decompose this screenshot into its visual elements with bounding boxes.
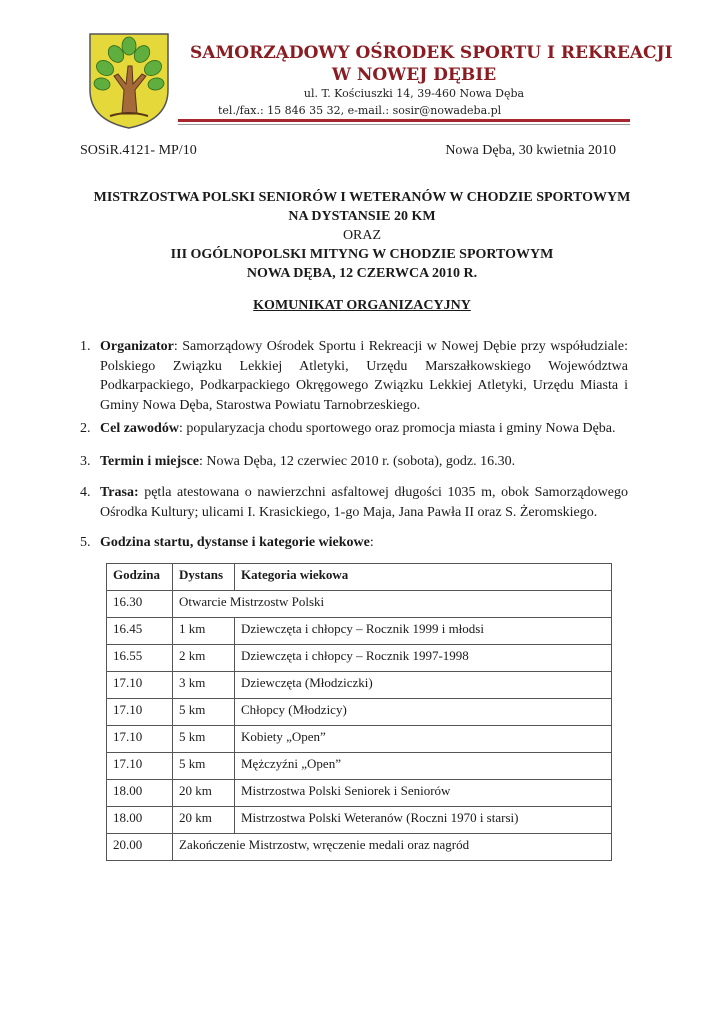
header-divider-red [178,119,630,122]
table-header-row [107,564,612,591]
cell-category: Mistrzostwa Polski Weteranów (Roczni 1970 i starsi) [235,807,612,834]
cell-distance: 1 km [173,618,235,645]
table-row [107,699,612,726]
organization-name [190,42,673,86]
table-row [107,618,612,645]
item-number: 5. [80,535,91,550]
header-distance: Dystans [173,564,235,591]
item-label: Organizator [100,339,174,354]
cell-time: 17.10 [107,753,173,780]
header-time: Godzina [107,564,173,591]
document-title [80,188,644,283]
org-name-line2: W NOWEJ DĘBIE [331,65,497,85]
cell-distance: 20 km [173,780,235,807]
table-row [107,834,612,861]
cell-category: Dziewczęta i chłopcy – Rocznik 1999 i młodsi [235,618,612,645]
cell-category: Kobiety „Open” [235,726,612,753]
item-label: Cel zawodów [100,421,179,436]
cell-event: Zakończenie Mistrzostw, wręczenie medali oraz nagród [173,834,612,861]
org-address: ul. T. Kościuszki 14, 39-460 Nowa Dęba [303,87,525,100]
header-divider-grey [178,124,630,125]
item-label: Godzina startu, dystanse i kategorie wiekowe [100,535,370,550]
cell-time: 16.55 [107,645,173,672]
org-name-line1: SAMORZĄDOWY OŚRODEK SPORTU I REKREACJI [190,43,673,63]
item-text: : popularyzacja chodu sportowego oraz promocja miasta i gminy Nowa Dęba. [178,421,616,436]
cell-category: Dziewczęta i chłopcy – Rocznik 1997-1998 [235,645,612,672]
list-item-organizer [80,337,628,415]
cell-distance: 5 km [173,753,235,780]
cell-distance: 20 km [173,807,235,834]
cell-time: 16.30 [107,591,173,618]
cell-category: Chłopcy (Młodzicy) [235,699,612,726]
table-row [107,645,612,672]
cell-category: Mężczyźni „Open” [235,753,612,780]
item-number: 2. [80,421,91,436]
item-text: : Samorządowy Ośrodek Sportu i Rekreacji w Nowej Dębie przy współudziale: Polskiego Związku Lekkiej Atletyki, Urzędu Marszałkowskiego Województwa Podkarpackiego, Podkarpackiego Okręgowego Związku Lekkiej Atletyki, Urzędu Miasta i Gminy Nowa Dęba, Starostwa Powiatu Tarnobrzeskiego. [100,339,628,413]
reference-number: SOSiR.4121- MP/10 [80,143,197,158]
table-row [107,591,612,618]
cell-time: 16.45 [107,618,173,645]
cell-distance: 2 km [173,645,235,672]
schedule-table [106,563,612,861]
cell-time: 17.10 [107,672,173,699]
cell-distance: 3 km [173,672,235,699]
title-line1: MISTRZOSTWA POLSKI SENIORÓW I WETERANÓW W CHODZIE SPORTOWYM [93,190,631,205]
header-category: Kategoria wiekowa [235,564,612,591]
table-row [107,807,612,834]
item-text: : Nowa Dęba, 12 czerwiec 2010 r. (sobota), godz. 16.30. [199,454,516,469]
cell-distance: 5 km [173,699,235,726]
table-row [107,672,612,699]
table-row [107,753,612,780]
table-row [107,780,612,807]
cell-distance: 5 km [173,726,235,753]
title-line3: ORAZ [342,228,382,243]
cell-event: Otwarcie Mistrzostw Polski [173,591,612,618]
list-item-goal [80,419,628,439]
tree-coat-of-arms-icon [88,32,170,130]
cell-category: Dziewczęta (Młodziczki) [235,672,612,699]
cell-time: 20.00 [107,834,173,861]
org-contact: tel./fax.: 15 846 35 32, e-mail.: sosir@nowadeba.pl [218,104,502,117]
title-line5: NOWA DĘBA, 12 CZERWCA 2010 R. [246,266,478,281]
document-subtitle: KOMUNIKAT ORGANIZACYJNY [253,298,471,313]
cell-time: 17.10 [107,726,173,753]
cell-time: 17.10 [107,699,173,726]
title-line4: III OGÓLNOPOLSKI MITYNG W CHODZIE SPORTOWYM [170,247,554,262]
cell-time: 18.00 [107,807,173,834]
cell-time: 18.00 [107,780,173,807]
item-text: : [369,535,374,550]
cell-category: Mistrzostwa Polski Seniorek i Seniorów [235,780,612,807]
title-line2: NA DYSTANSIE 20 KM [288,209,436,224]
place-date: Nowa Dęba, 30 kwietnia 2010 [445,143,616,158]
list-item-schedule [80,533,628,553]
item-label: Trasa: [100,485,139,500]
item-text: pętla atestowana o nawierzchni asfaltowej długości 1035 m, obok Samorządowego Ośrodka Kultury; ulicami I. Krasickiego, 1-go Maja, Jana Pawła II oraz S. Żeromskiego. [100,485,628,520]
item-number: 1. [80,339,91,354]
list-item-route [80,483,628,522]
item-label: Termin i miejsce [100,454,200,469]
table-row [107,726,612,753]
item-number: 4. [80,485,91,500]
item-number: 3. [80,454,91,469]
list-item-date-place [80,452,628,472]
